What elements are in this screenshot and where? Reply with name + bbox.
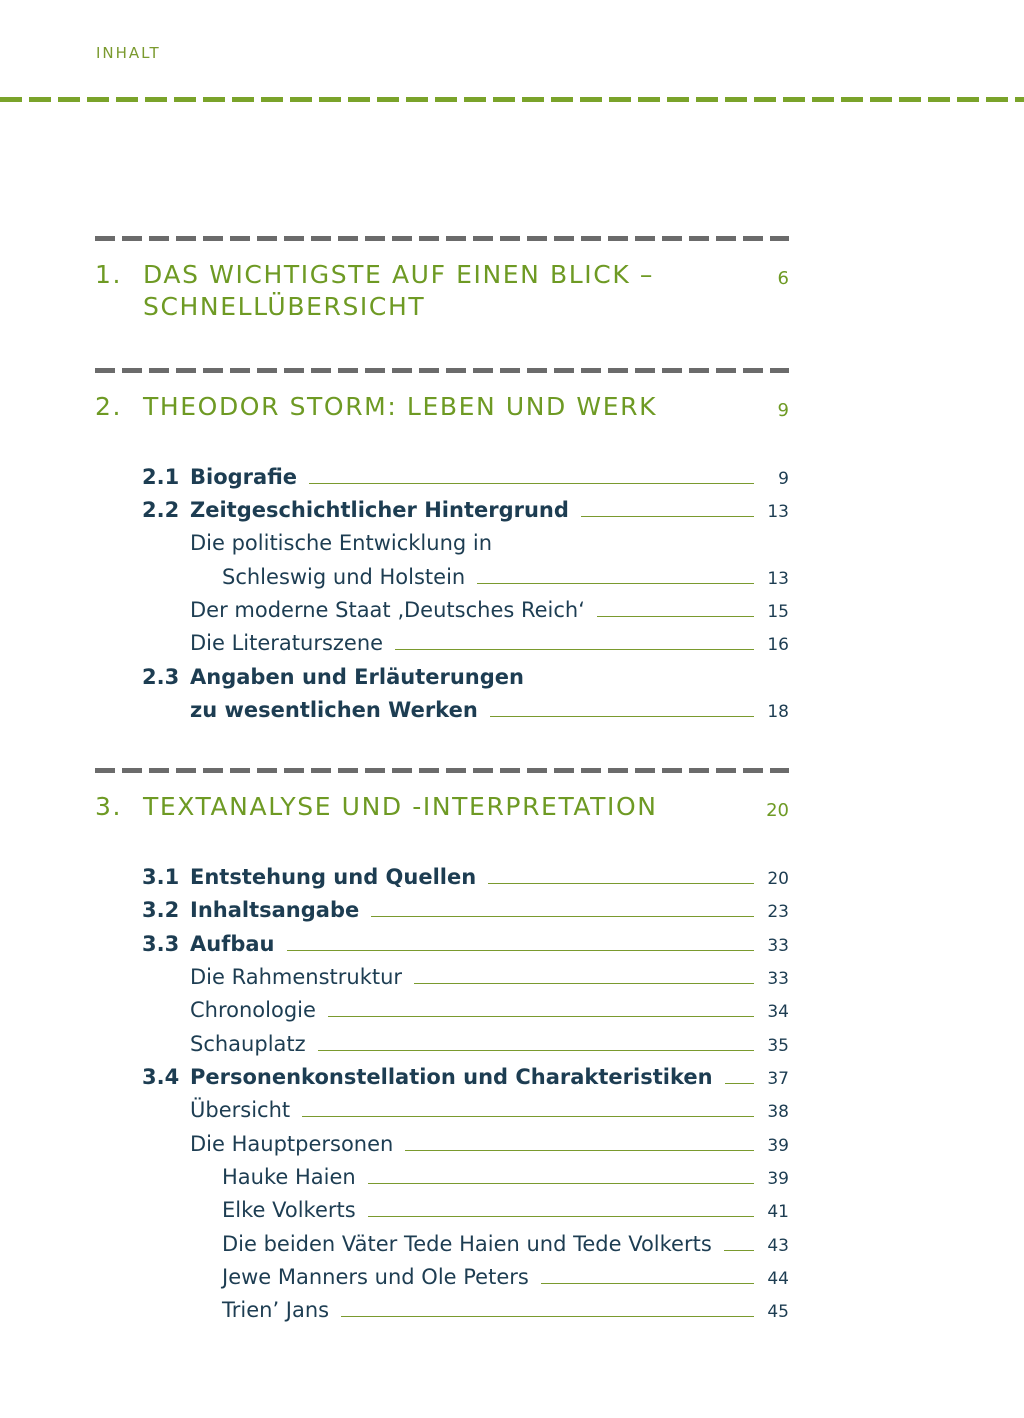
- chapter-rule-2: [95, 368, 789, 373]
- toc-entry-page-number: 13: [767, 502, 789, 522]
- chapter-title: TEXTANALYSE UND -INTERPRETATION: [143, 792, 658, 821]
- chapter-number: 1.: [95, 260, 123, 289]
- toc-entry-page-number: 23: [767, 902, 789, 922]
- toc-entry-label: Die beiden Väter Tede Haien und Tede Volkerts: [222, 1232, 712, 1256]
- toc-entry-page-number: 41: [767, 1202, 789, 1222]
- toc-entry[interactable]: [0, 1162, 789, 1192]
- chapter-3[interactable]: [95, 790, 789, 826]
- toc-entry-label: Hauke Haien: [222, 1165, 356, 1189]
- toc-entry-page-number: 35: [767, 1036, 789, 1056]
- toc-entry-number: 3.3: [142, 932, 180, 956]
- toc-leader-line: [725, 1083, 754, 1084]
- toc-entry-page-number: 44: [767, 1269, 789, 1289]
- toc-entry-label: Schleswig und Holstein: [222, 565, 466, 589]
- chapter-title: THEODOR STORM: LEBEN UND WERK: [143, 392, 658, 421]
- chapter-number: 3.: [95, 792, 123, 821]
- toc-entry-label: Jewe Manners und Ole Peters: [222, 1265, 529, 1289]
- chapter-number: 2.: [95, 392, 123, 421]
- toc-entry-label: Angaben und Erläuterungen: [190, 665, 524, 689]
- toc-entry-page-number: 34: [767, 1002, 789, 1022]
- toc-entry-label: Die politische Entwicklung in: [190, 531, 493, 555]
- toc-entry-label: Trien’ Jans: [222, 1298, 330, 1322]
- toc-entry-number: 2.3: [142, 665, 180, 689]
- toc-entry-number: 3.4: [142, 1065, 180, 1089]
- toc-leader-line: [328, 1016, 754, 1017]
- toc-entry-label: zu wesentlichen Werken: [190, 698, 478, 722]
- chapter-rule-3: [95, 768, 789, 773]
- toc-leader-line: [341, 1316, 754, 1317]
- toc-leader-line: [309, 483, 754, 484]
- toc-leader-line: [414, 983, 754, 984]
- chapter-title-line-2: SCHNELLÜBERSICHT: [143, 292, 426, 321]
- toc-entry[interactable]: [0, 1262, 789, 1292]
- toc-entry-label: Aufbau: [190, 932, 275, 956]
- chapter-1[interactable]: [95, 258, 789, 328]
- toc-entry-label: Chronologie: [190, 998, 316, 1022]
- toc-leader-line: [368, 1183, 754, 1184]
- toc-leader-line: [488, 883, 754, 884]
- toc-entry-label: Die Rahmenstruktur: [190, 965, 403, 989]
- toc-entry[interactable]: [0, 962, 789, 992]
- toc-leader-line: [287, 950, 754, 951]
- toc-entry-label: Der moderne Staat ‚Deutsches Reich‘: [190, 598, 585, 622]
- toc-entry[interactable]: [0, 1062, 789, 1092]
- toc-entry[interactable]: [0, 1229, 789, 1259]
- toc-entry[interactable]: [0, 695, 789, 725]
- toc-entry[interactable]: [0, 1095, 789, 1125]
- toc-entry-page-number: 9: [778, 469, 789, 489]
- toc-entry-page-number: 18: [767, 702, 789, 722]
- chapter-2[interactable]: [95, 390, 789, 426]
- toc-entry-number: 2.1: [142, 465, 180, 489]
- toc-entry-page-number: 43: [767, 1236, 789, 1256]
- toc-leader-line: [724, 1250, 754, 1251]
- toc-entry-page-number: 33: [767, 936, 789, 956]
- toc-entry[interactable]: [0, 929, 789, 959]
- toc-entry-page-number: 20: [767, 869, 789, 889]
- toc-leader-line: [302, 1116, 754, 1117]
- toc-entry-label: Zeitgeschichtlicher Hintergrund: [190, 498, 569, 522]
- toc-entry-label: Die Literaturszene: [190, 631, 384, 655]
- toc-entry-label: Biografie: [190, 465, 297, 489]
- toc-entry[interactable]: [0, 462, 789, 492]
- toc-entry[interactable]: [0, 1029, 789, 1059]
- chapter-rule-1: [95, 236, 789, 241]
- toc-entry[interactable]: [0, 1129, 789, 1159]
- toc-entry-page-number: 15: [767, 602, 789, 622]
- toc-entry-page-number: 16: [767, 635, 789, 655]
- toc-leader-line: [371, 916, 754, 917]
- header-dashed-rule: [0, 97, 1024, 102]
- toc-leader-line: [581, 516, 754, 517]
- toc-entry-label: Elke Volkerts: [222, 1198, 356, 1222]
- toc-entry[interactable]: [0, 895, 789, 925]
- chapter-title-line-1: DAS WICHTIGSTE AUF EINEN BLICK –: [143, 260, 654, 289]
- toc-leader-line: [395, 649, 754, 650]
- toc-entry-label: Übersicht: [190, 1098, 291, 1122]
- toc-entry[interactable]: [0, 562, 789, 592]
- toc-entry[interactable]: [0, 995, 789, 1025]
- toc-leader-line: [318, 1050, 754, 1051]
- toc-entry[interactable]: [0, 662, 789, 692]
- toc-entry[interactable]: [0, 862, 789, 892]
- chapter-page-number: 20: [766, 800, 789, 821]
- toc-entry-label: Personenkonstellation und Charakteristiken: [190, 1065, 713, 1089]
- toc-entry[interactable]: [0, 1195, 789, 1225]
- toc-leader-line: [490, 716, 754, 717]
- toc-entry[interactable]: [0, 595, 789, 625]
- toc-entry[interactable]: [0, 1295, 789, 1325]
- toc-entry-page-number: 45: [767, 1302, 789, 1322]
- toc-entry[interactable]: [0, 495, 789, 525]
- toc-leader-line: [477, 583, 754, 584]
- toc-leader-line: [541, 1283, 754, 1284]
- toc-entry[interactable]: [0, 628, 789, 658]
- toc-entry-page-number: 38: [767, 1102, 789, 1122]
- toc-leader-line: [368, 1216, 754, 1217]
- toc-entry-number: 3.2: [142, 898, 180, 922]
- toc-entry-page-number: 33: [767, 969, 789, 989]
- toc-entry-page-number: 39: [767, 1169, 789, 1189]
- chapter-page-number: 6: [777, 268, 789, 289]
- toc-entry[interactable]: [0, 528, 789, 558]
- toc-entry-page-number: 39: [767, 1136, 789, 1156]
- toc-entry-label: Die Hauptpersonen: [190, 1132, 394, 1156]
- chapter-page-number: 9: [777, 400, 789, 421]
- toc-entry-label: Entstehung und Quellen: [190, 865, 477, 889]
- toc-leader-line: [597, 616, 754, 617]
- toc-entry-label: Schauplatz: [190, 1032, 306, 1056]
- toc-entry-page-number: 13: [767, 569, 789, 589]
- page-header-label: INHALT: [96, 44, 161, 62]
- toc-leader-line: [405, 1150, 754, 1151]
- toc-entry-number: 2.2: [142, 498, 180, 522]
- toc-entry-label: Inhaltsangabe: [190, 898, 360, 922]
- toc-entry-page-number: 37: [767, 1069, 789, 1089]
- toc-entry-number: 3.1: [142, 865, 180, 889]
